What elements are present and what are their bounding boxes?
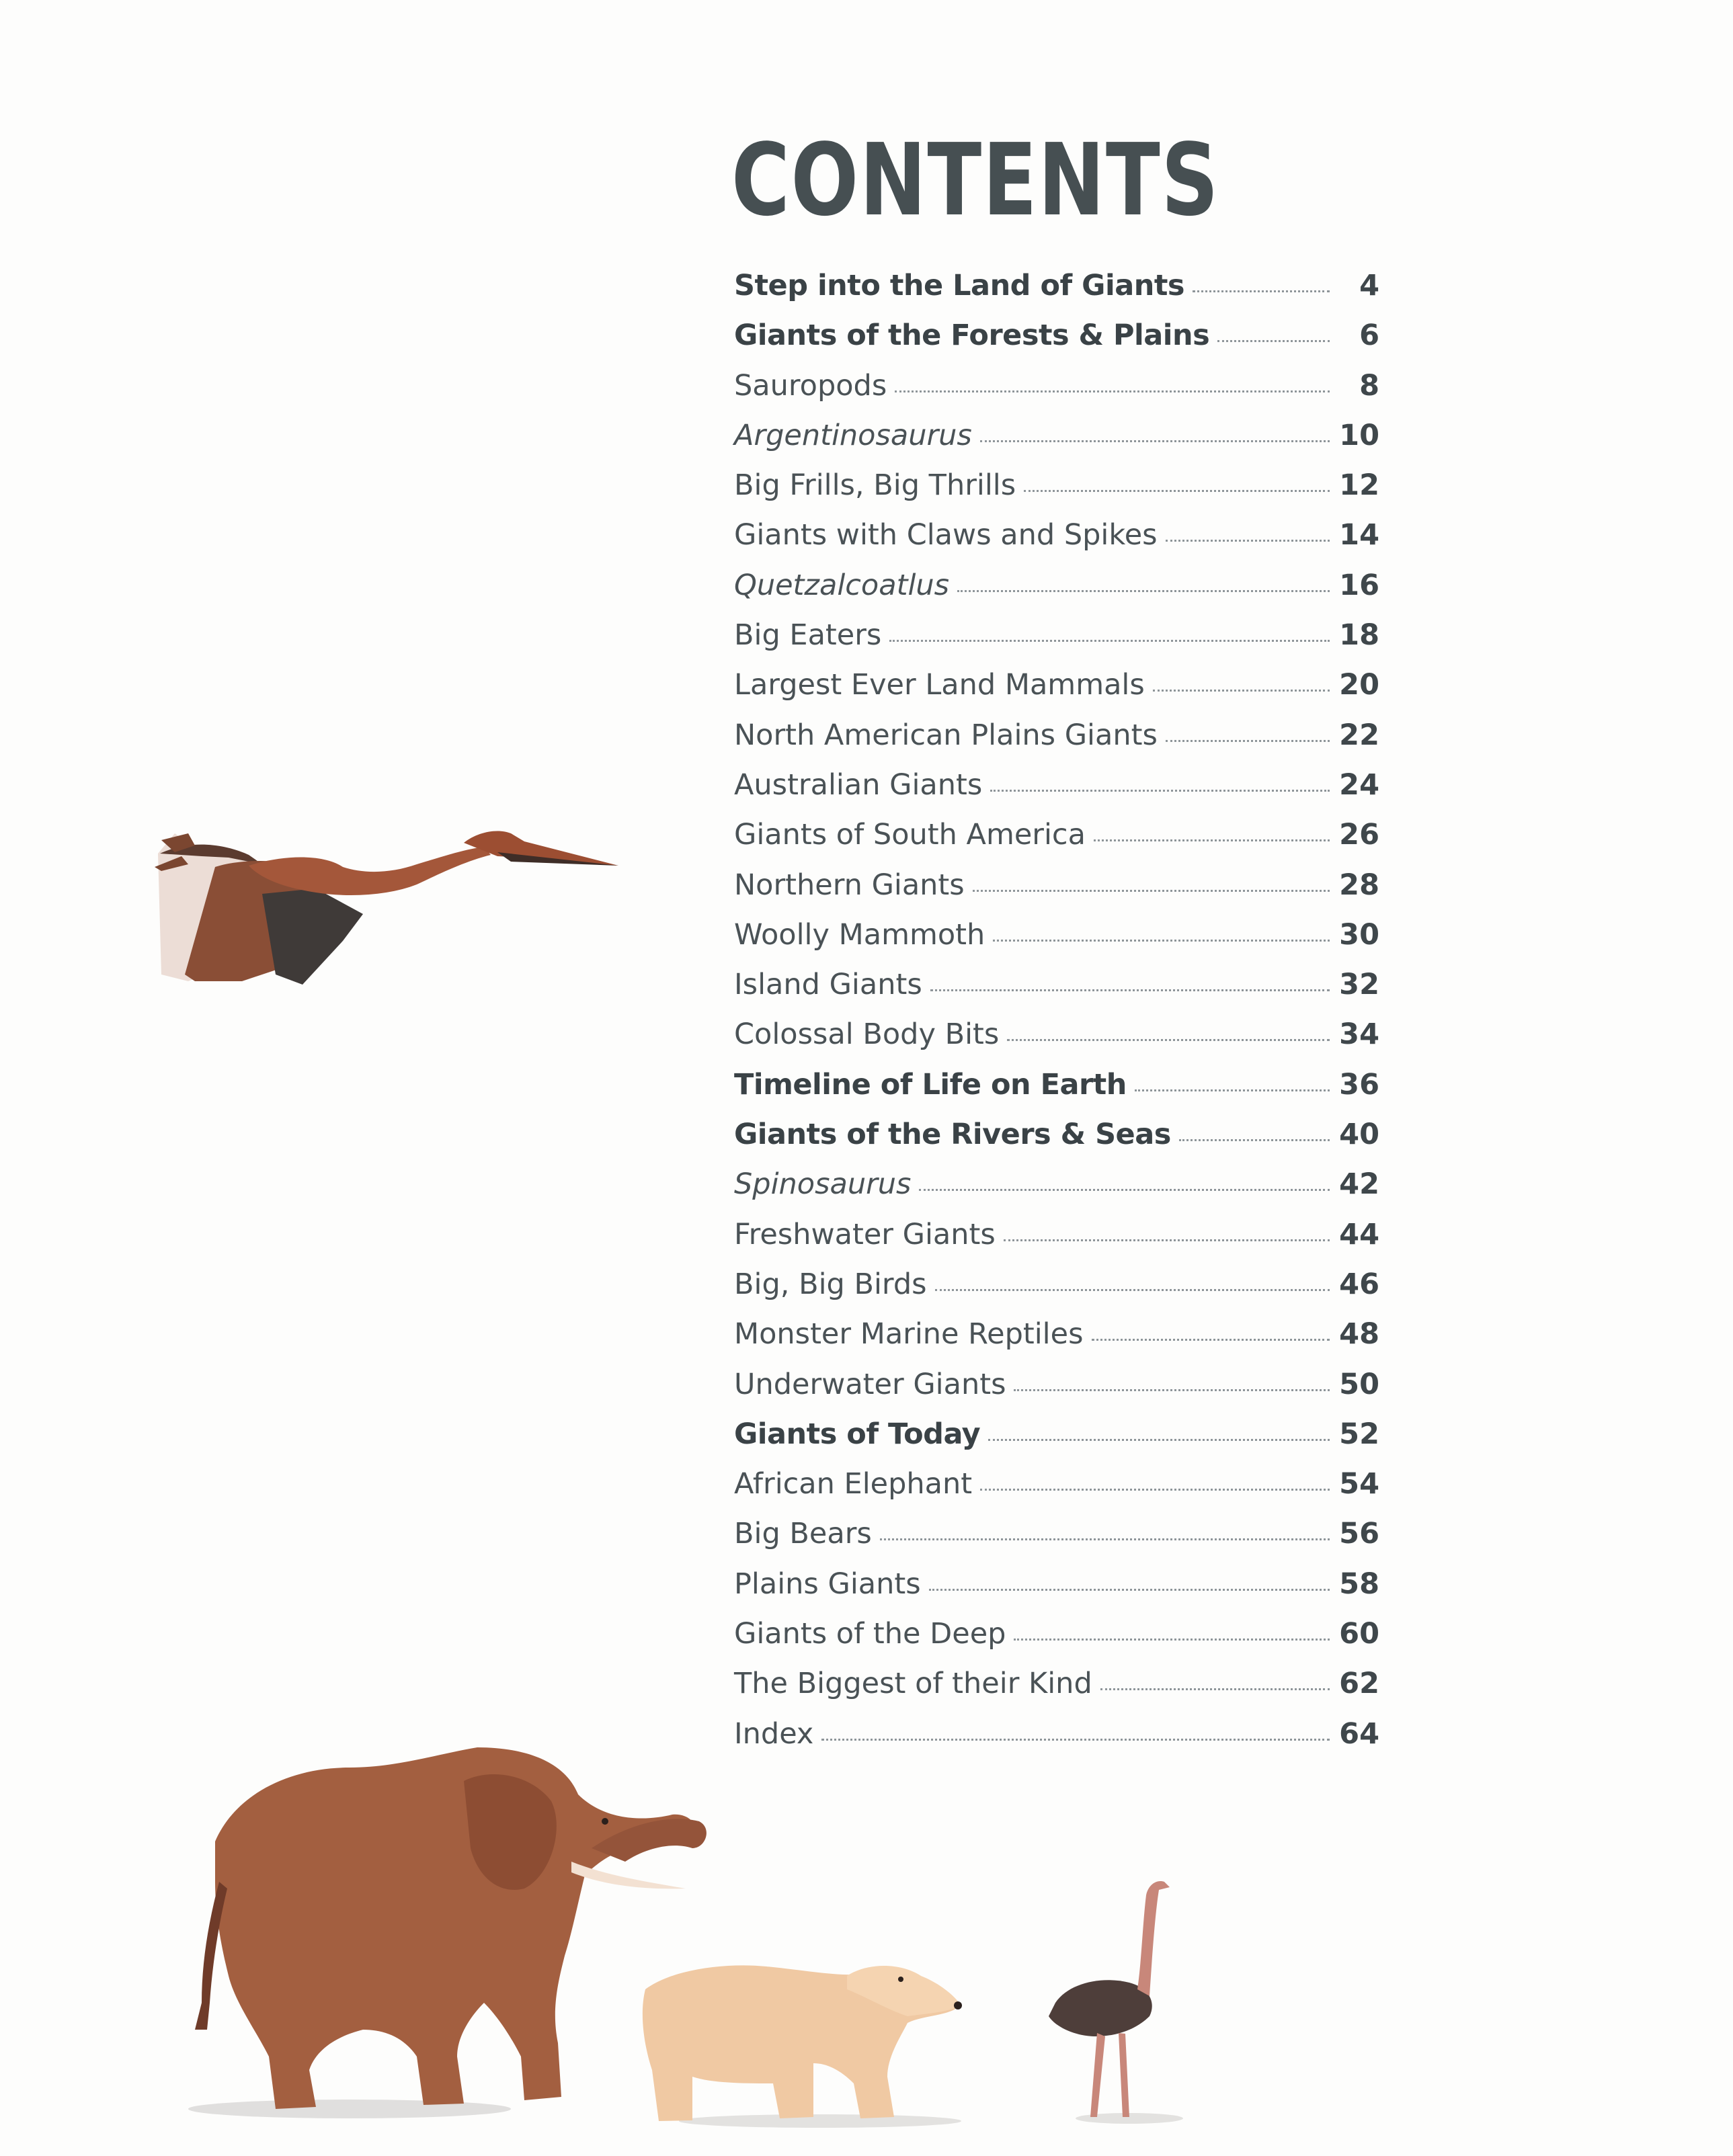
toc-entry-page: 44 [1339, 1217, 1379, 1251]
elephant-body [215, 1747, 694, 2109]
toc-entry-title: Argentinosaurus [734, 418, 972, 452]
toc-entry-title: Giants of the Rivers & Seas [734, 1118, 1171, 1152]
quetzalcoatlus-illustration [148, 813, 632, 1015]
toc-entry[interactable] [734, 411, 1379, 460]
toc-entry-title: Timeline of Life on Earth [734, 1067, 1127, 1102]
toc-entry-page: 36 [1339, 1067, 1379, 1102]
toc-entry[interactable] [734, 361, 1379, 411]
toc-entry[interactable] [734, 1110, 1379, 1159]
toc-entry[interactable] [734, 1009, 1379, 1059]
toc-entry[interactable] [734, 1459, 1379, 1509]
toc-entry-title: Big Bears [734, 1517, 872, 1551]
toc-entry[interactable] [734, 1409, 1379, 1459]
toc-entry[interactable] [734, 310, 1379, 360]
animals-illustration [175, 1720, 1264, 2137]
toc-entry-title: Spinosaurus [734, 1167, 912, 1202]
toc-entry-title: Northern Giants [734, 868, 965, 902]
dot-leader [1153, 690, 1330, 692]
dot-leader [980, 1489, 1330, 1491]
toc-entry-page: 62 [1339, 1667, 1379, 1701]
ground-shadow [679, 2114, 961, 2128]
toc-entry[interactable] [734, 1210, 1379, 1259]
dot-leader [957, 590, 1330, 592]
toc-entry-title: Quetzalcoatlus [734, 568, 950, 602]
dot-leader [993, 940, 1330, 942]
dot-leader [1004, 1239, 1330, 1241]
toc-entry[interactable] [734, 510, 1379, 560]
toc-entry-page: 28 [1339, 868, 1379, 902]
elephant-tail [195, 1882, 227, 2030]
toc-entry-page: 40 [1339, 1118, 1379, 1152]
toc-entry-title: Step into the Land of Giants [734, 269, 1184, 302]
toc-entry-page: 18 [1339, 618, 1379, 653]
toc-entry[interactable] [734, 860, 1379, 910]
dot-leader [1100, 1688, 1330, 1690]
dot-leader [988, 1439, 1330, 1441]
toc-entry-title: Underwater Giants [734, 1367, 1006, 1401]
dot-leader [973, 890, 1330, 892]
toc-entry-title: Colossal Body Bits [734, 1018, 1000, 1052]
toc-entry-title: Giants of the Deep [734, 1617, 1006, 1651]
toc-entry-title: Big Eaters [734, 618, 882, 653]
dot-leader [919, 1189, 1330, 1191]
toc-entry[interactable] [734, 460, 1379, 510]
toc-entry[interactable] [734, 561, 1379, 610]
toc-entry-title: North American Plains Giants [734, 718, 1158, 752]
toc-entry-title: Plains Giants [734, 1567, 921, 1601]
toc-entry-page: 16 [1339, 568, 1379, 602]
toc-entry-page: 14 [1339, 518, 1379, 552]
toc-entry-page: 20 [1339, 668, 1379, 702]
dot-leader [889, 640, 1330, 642]
dot-leader [1092, 1339, 1330, 1341]
toc-entry-title: Giants of Today [734, 1417, 981, 1451]
dot-leader [1166, 540, 1330, 542]
dot-leader [1014, 1389, 1330, 1391]
dot-leader [1024, 490, 1330, 492]
dot-leader [990, 790, 1330, 792]
toc-entry-page: 34 [1339, 1018, 1379, 1052]
toc-entry[interactable] [734, 660, 1379, 710]
toc-entry-page: 24 [1339, 768, 1379, 802]
toc-entry-page: 42 [1339, 1167, 1379, 1202]
dot-leader [980, 440, 1330, 442]
dot-leader [1094, 839, 1330, 841]
toc-entry-page: 22 [1339, 718, 1379, 752]
toc-entry[interactable] [734, 710, 1379, 760]
ostrich-illustration [1049, 1881, 1170, 2117]
toc-entry-title: Island Giants [734, 968, 922, 1002]
toc-entry[interactable] [734, 1559, 1379, 1609]
dot-leader [930, 989, 1330, 991]
toc-entry-page: 48 [1339, 1317, 1379, 1352]
toc-entry-title: Monster Marine Reptiles [734, 1317, 1084, 1352]
toc-entry-title: Largest Ever Land Mammals [734, 668, 1145, 702]
toc-entry-page: 54 [1339, 1467, 1379, 1501]
toc-entry-title: Giants with Claws and Spikes [734, 518, 1158, 552]
toc-entry[interactable] [734, 261, 1379, 310]
toc-entry-page: 30 [1339, 917, 1379, 952]
dot-leader [880, 1538, 1330, 1540]
toc-entry-title: Giants of the Forests & Plains [734, 319, 1210, 353]
toc-entry[interactable] [734, 1259, 1379, 1309]
toc-entry-title: Big, Big Birds [734, 1267, 927, 1301]
dot-leader [895, 390, 1330, 392]
toc-entry-page: 58 [1339, 1567, 1379, 1601]
toc-entry[interactable] [734, 1659, 1379, 1708]
dot-leader [935, 1289, 1330, 1291]
toc-entry-title: Index [734, 1716, 814, 1751]
toc-entry[interactable] [734, 1360, 1379, 1409]
toc-entry-page: 4 [1359, 269, 1379, 302]
toc-entry[interactable] [734, 1159, 1379, 1209]
toc-entry[interactable] [734, 760, 1379, 810]
toc-entry-page: 52 [1339, 1417, 1379, 1451]
toc-entry-title: Australian Giants [734, 768, 983, 802]
dot-leader [1014, 1639, 1330, 1641]
toc-entry[interactable] [734, 1309, 1379, 1359]
toc-entry-title: Big Frills, Big Thrills [734, 468, 1016, 503]
elephant-eye [602, 1818, 608, 1825]
ostrich-body [1049, 1980, 1152, 2036]
toc-entry-title: African Elephant [734, 1467, 973, 1501]
bear-nose [954, 2001, 962, 2009]
toc-entry-page: 50 [1339, 1367, 1379, 1401]
dot-leader [1166, 740, 1330, 742]
toc-entry-title: Sauropods [734, 368, 887, 403]
african-elephant-illustration [195, 1747, 707, 2109]
toc-entry-page: 8 [1359, 368, 1379, 403]
contents-title: CONTENTS [731, 122, 1220, 238]
table-of-contents [734, 261, 1379, 1759]
pterosaur-wing-shadow [262, 888, 363, 985]
dot-leader [929, 1589, 1330, 1591]
dot-leader [1179, 1139, 1330, 1141]
dot-leader [1135, 1089, 1330, 1091]
dot-leader [1217, 340, 1330, 342]
toc-entry-page: 46 [1339, 1267, 1379, 1301]
toc-entry-title: Woolly Mammoth [734, 917, 985, 952]
ostrich-neck [1137, 1881, 1170, 1996]
toc-entry-page: 56 [1339, 1517, 1379, 1551]
toc-entry-title: Freshwater Giants [734, 1217, 996, 1251]
dot-leader [1193, 290, 1330, 292]
polar-bear-illustration [643, 1965, 962, 2121]
toc-entry-title: Giants of South America [734, 818, 1086, 852]
toc-entry-title: The Biggest of their Kind [734, 1667, 1092, 1701]
toc-entry-page: 64 [1339, 1716, 1379, 1751]
toc-entry[interactable] [734, 1609, 1379, 1659]
toc-entry[interactable] [734, 1509, 1379, 1559]
toc-entry[interactable] [734, 610, 1379, 660]
toc-entry[interactable] [734, 960, 1379, 1009]
toc-entry-page: 10 [1339, 418, 1379, 452]
dot-leader [1007, 1039, 1330, 1041]
toc-entry-page: 32 [1339, 968, 1379, 1002]
toc-entry[interactable] [734, 910, 1379, 960]
toc-entry[interactable] [734, 1060, 1379, 1110]
toc-entry-page: 60 [1339, 1617, 1379, 1651]
ostrich-legs [1090, 2033, 1129, 2117]
toc-entry-page: 6 [1359, 319, 1379, 353]
toc-entry-page: 26 [1339, 818, 1379, 852]
toc-entry[interactable] [734, 810, 1379, 860]
toc-entry-page: 12 [1339, 468, 1379, 503]
bear-eye [898, 1977, 903, 1982]
